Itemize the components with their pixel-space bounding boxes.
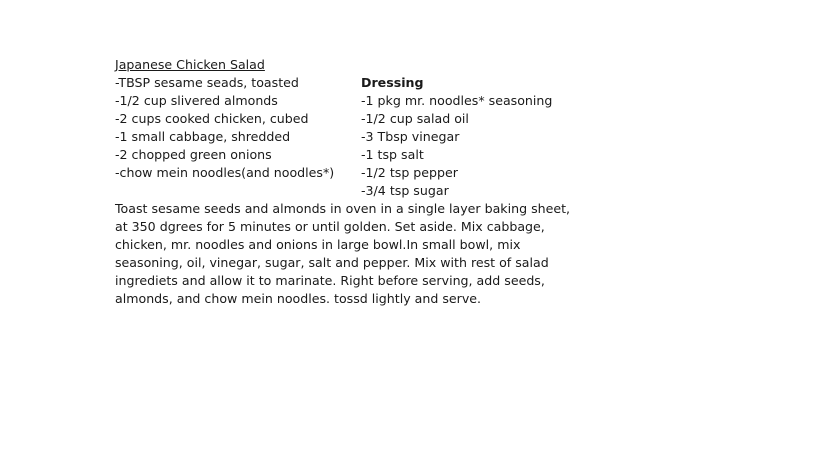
dressing-item: -3 Tbsp vinegar [361,129,460,144]
ingredient-item: -1 small cabbage, shredded [115,129,291,144]
dressing-item: -3/4 tsp sugar [361,183,449,198]
instructions-paragraph [115,200,575,308]
instructions-line: ingrediets and allow it to marinate. Right before serving, add seeds, [115,273,545,288]
ingredient-item: -2 cups cooked chicken, cubed [115,111,309,126]
recipe-title: Japanese Chicken Salad [115,57,265,72]
ingredient-item: -1/2 cup slivered almonds [115,93,278,108]
dressing-heading: Dressing [361,75,424,90]
instructions-line: at 350 dgrees for 5 minutes or until golden. Set aside. Mix cabbage, [115,219,545,234]
dressing-item: -1 pkg mr. noodles* seasoning [361,93,553,108]
recipe-document [115,56,575,308]
instructions-line: almonds, and chow mein noodles. tossd lightly and serve. [115,291,482,306]
dressing-list [361,74,552,200]
ingredient-item: -TBSP sesame seads, toasted [115,75,299,90]
instructions-line: seasoning, oil, vinegar, sugar, salt and pepper. Mix with rest of salad [115,255,549,270]
instructions-line: Toast sesame seeds and almonds in oven in a single layer baking sheet, [115,201,571,216]
ingredients-list [115,74,334,182]
instructions-line: chicken, mr. noodles and onions in large bowl.In small bowl, mix [115,237,521,252]
dressing-item: -1/2 cup salad oil [361,111,469,126]
ingredient-columns [115,74,575,200]
ingredient-item: -chow mein noodles(and noodles*) [115,165,335,180]
dressing-item: -1 tsp salt [361,147,424,162]
ingredient-item: -2 chopped green onions [115,147,272,162]
dressing-item: -1/2 tsp pepper [361,165,458,180]
